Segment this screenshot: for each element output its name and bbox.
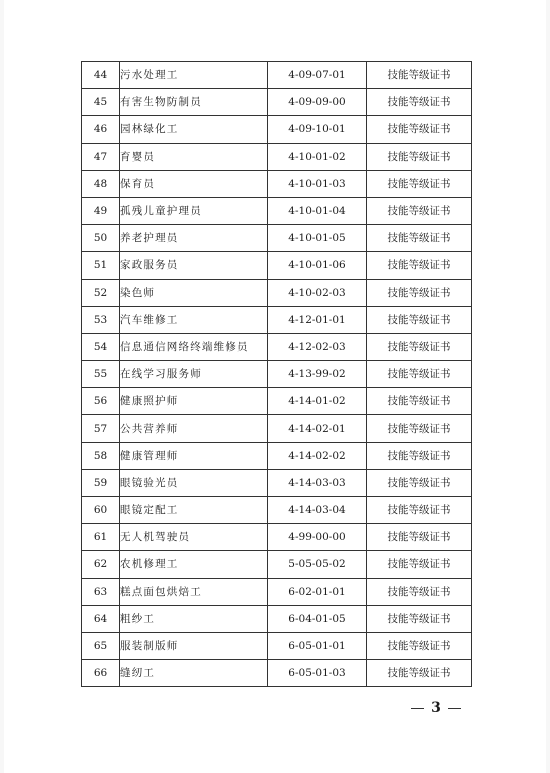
certificate-type: 技能等级证书 — [367, 660, 472, 687]
occupation-name: 家政服务员 — [120, 252, 268, 279]
table-row — [82, 333, 472, 360]
row-number: 56 — [82, 388, 120, 415]
table-row — [82, 524, 472, 551]
table-row — [82, 605, 472, 632]
certificate-type: 技能等级证书 — [367, 225, 472, 252]
certificate-type: 技能等级证书 — [367, 333, 472, 360]
occupation-table-body — [82, 62, 472, 687]
certificate-type: 技能等级证书 — [367, 388, 472, 415]
occupation-name: 孤残儿童护理员 — [120, 197, 268, 224]
certificate-type: 技能等级证书 — [367, 116, 472, 143]
occupation-code: 4-10-01-06 — [268, 252, 367, 279]
occupation-code: 4-10-01-03 — [268, 170, 367, 197]
table-row — [82, 388, 472, 415]
occupation-code: 4-10-01-02 — [268, 143, 367, 170]
occupation-code: 4-10-01-04 — [268, 197, 367, 224]
table-row — [82, 632, 472, 659]
occupation-code: 4-99-00-00 — [268, 524, 367, 551]
row-number: 65 — [82, 632, 120, 659]
table-row — [82, 415, 472, 442]
certificate-type: 技能等级证书 — [367, 143, 472, 170]
occupation-name: 缝纫工 — [120, 660, 268, 687]
row-number: 64 — [82, 605, 120, 632]
table-row — [82, 497, 472, 524]
row-number: 54 — [82, 333, 120, 360]
certificate-type: 技能等级证书 — [367, 361, 472, 388]
occupation-code: 4-10-01-05 — [268, 225, 367, 252]
occupation-code: 4-13-99-02 — [268, 361, 367, 388]
row-number: 49 — [82, 197, 120, 224]
certificate-type: 技能等级证书 — [367, 170, 472, 197]
occupation-name: 在线学习服务师 — [120, 361, 268, 388]
occupation-name: 有害生物防制员 — [120, 89, 268, 116]
occupation-code: 6-04-01-05 — [268, 605, 367, 632]
table-row — [82, 578, 472, 605]
table-row — [82, 660, 472, 687]
row-number: 58 — [82, 442, 120, 469]
occupation-name: 健康管理师 — [120, 442, 268, 469]
occupation-name: 农机修理工 — [120, 551, 268, 578]
row-number: 50 — [82, 225, 120, 252]
occupation-name: 眼镜验光员 — [120, 469, 268, 496]
occupation-name: 信息通信网络终端维修员 — [120, 333, 268, 360]
table-row — [82, 89, 472, 116]
occupation-table — [81, 61, 472, 687]
occupation-name: 汽车维修工 — [120, 306, 268, 333]
occupation-code: 4-14-01-02 — [268, 388, 367, 415]
certificate-type: 技能等级证书 — [367, 415, 472, 442]
table-row — [82, 143, 472, 170]
certificate-type: 技能等级证书 — [367, 89, 472, 116]
certificate-type: 技能等级证书 — [367, 306, 472, 333]
occupation-name: 养老护理员 — [120, 225, 268, 252]
row-number: 59 — [82, 469, 120, 496]
occupation-code: 6-05-01-03 — [268, 660, 367, 687]
row-number: 51 — [82, 252, 120, 279]
occupation-code: 4-14-03-03 — [268, 469, 367, 496]
certificate-type: 技能等级证书 — [367, 197, 472, 224]
certificate-type: 技能等级证书 — [367, 62, 472, 89]
occupation-code: 4-09-07-01 — [268, 62, 367, 89]
certificate-type: 技能等级证书 — [367, 442, 472, 469]
occupation-code: 4-10-02-03 — [268, 279, 367, 306]
row-number: 52 — [82, 279, 120, 306]
occupation-name: 园林绿化工 — [120, 116, 268, 143]
certificate-type: 技能等级证书 — [367, 469, 472, 496]
table-row — [82, 252, 472, 279]
occupation-name: 无人机驾驶员 — [120, 524, 268, 551]
table-row — [82, 225, 472, 252]
footer-dash-left — [411, 708, 424, 709]
certificate-type: 技能等级证书 — [367, 252, 472, 279]
row-number: 61 — [82, 524, 120, 551]
table-row — [82, 361, 472, 388]
occupation-code: 4-12-01-01 — [268, 306, 367, 333]
occupation-code: 4-12-02-03 — [268, 333, 367, 360]
certificate-type: 技能等级证书 — [367, 578, 472, 605]
table-row — [82, 306, 472, 333]
row-number: 57 — [82, 415, 120, 442]
occupation-name: 粗纱工 — [120, 605, 268, 632]
table-row — [82, 469, 472, 496]
occupation-name: 公共营养师 — [120, 415, 268, 442]
certificate-type: 技能等级证书 — [367, 524, 472, 551]
footer-dash-right — [448, 708, 461, 709]
occupation-code: 4-09-10-01 — [268, 116, 367, 143]
row-number: 66 — [82, 660, 120, 687]
occupation-code: 4-14-02-01 — [268, 415, 367, 442]
occupation-name: 污水处理工 — [120, 62, 268, 89]
row-number: 45 — [82, 89, 120, 116]
occupation-name: 糕点面包烘焙工 — [120, 578, 268, 605]
occupation-code: 5-05-05-02 — [268, 551, 367, 578]
page-number: 3 — [431, 700, 441, 716]
certificate-type: 技能等级证书 — [367, 551, 472, 578]
table-row — [82, 442, 472, 469]
occupation-name: 服装制版师 — [120, 632, 268, 659]
certificate-type: 技能等级证书 — [367, 279, 472, 306]
occupation-name: 眼镜定配工 — [120, 497, 268, 524]
row-number: 48 — [82, 170, 120, 197]
row-number: 63 — [82, 578, 120, 605]
row-number: 46 — [82, 116, 120, 143]
row-number: 62 — [82, 551, 120, 578]
occupation-code: 4-14-02-02 — [268, 442, 367, 469]
occupation-name: 保育员 — [120, 170, 268, 197]
certificate-type: 技能等级证书 — [367, 605, 472, 632]
row-number: 47 — [82, 143, 120, 170]
page-footer — [401, 700, 471, 716]
table-row — [82, 197, 472, 224]
row-number: 44 — [82, 62, 120, 89]
table-row — [82, 551, 472, 578]
table-row — [82, 116, 472, 143]
occupation-name: 育婴员 — [120, 143, 268, 170]
occupation-name: 健康照护师 — [120, 388, 268, 415]
table-row — [82, 279, 472, 306]
occupation-code: 6-02-01-01 — [268, 578, 367, 605]
row-number: 60 — [82, 497, 120, 524]
table-row — [82, 62, 472, 89]
row-number: 53 — [82, 306, 120, 333]
row-number: 55 — [82, 361, 120, 388]
occupation-code: 4-14-03-04 — [268, 497, 367, 524]
certificate-type: 技能等级证书 — [367, 632, 472, 659]
occupation-name: 染色师 — [120, 279, 268, 306]
occupation-code: 4-09-09-00 — [268, 89, 367, 116]
occupation-code: 6-05-01-01 — [268, 632, 367, 659]
certificate-type: 技能等级证书 — [367, 497, 472, 524]
table-row — [82, 170, 472, 197]
